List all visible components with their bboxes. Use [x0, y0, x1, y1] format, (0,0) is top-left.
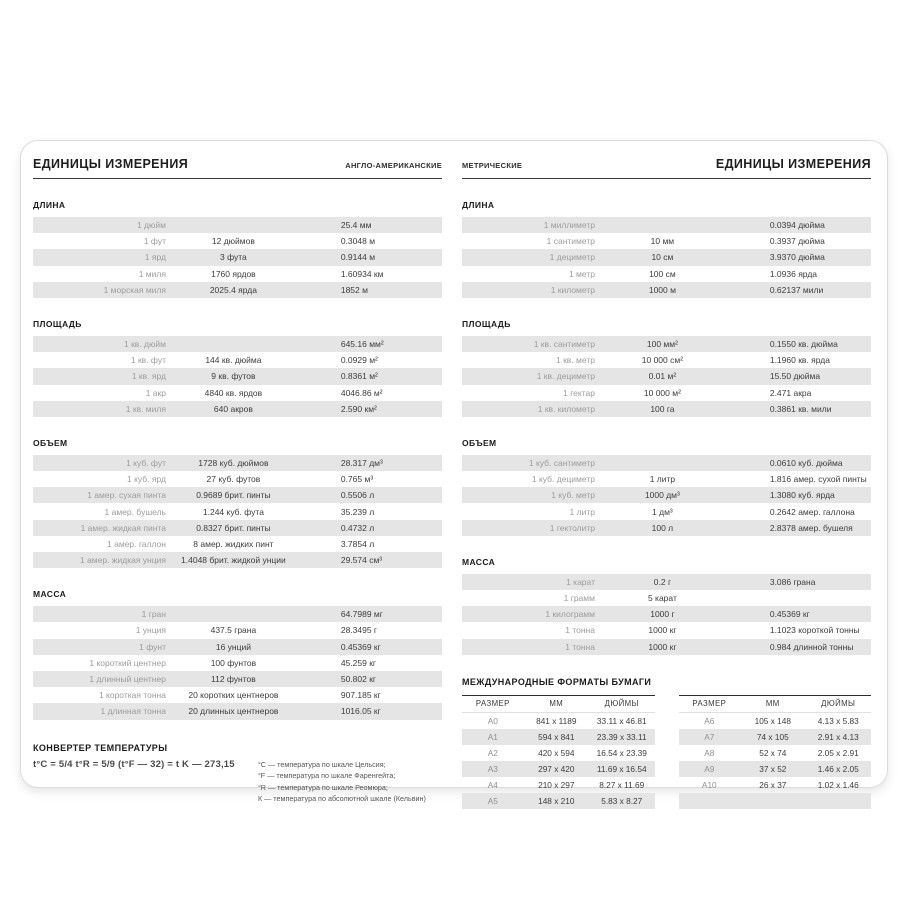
section-title-length-metric: ДЛИНА: [462, 200, 495, 210]
table-cell: 1 литр: [649, 474, 676, 485]
table-row: [462, 487, 871, 503]
table-row: [679, 729, 872, 745]
column-header-mm: ММ: [549, 699, 564, 709]
table-cell: 1 ярд: [144, 252, 166, 263]
paper-rows-a: [462, 713, 655, 809]
table-cell: 1728 куб. дюймов: [198, 457, 269, 468]
table-cell: 100 фунтов: [210, 657, 257, 668]
table-cell: 1 миля: [138, 268, 166, 279]
table-cell: 1852 м: [340, 284, 368, 295]
header-rule: [462, 178, 871, 179]
table-cell: 0.4732 л: [340, 522, 375, 533]
table-cell: 11.69 x 16.54: [596, 763, 647, 774]
mass-table: [33, 606, 442, 719]
table-cell: 3.7854 л: [340, 538, 375, 549]
table-cell: 1 километр: [550, 284, 595, 295]
table-cell: 33.11 x 46.81: [596, 715, 647, 726]
table-row: [33, 455, 442, 471]
table-cell: 0.984 длинной тонны: [769, 641, 854, 652]
table-cell: 4.13 x 5.83: [817, 715, 859, 726]
table-cell: 437.5 грана: [210, 625, 257, 636]
table-cell: 0.3937 дюйма: [769, 236, 825, 247]
table-cell: 0.0610 куб. дюйма: [769, 457, 843, 468]
table-cell: A4: [487, 779, 498, 790]
paper-table-header: [462, 696, 655, 713]
table-cell: 74 x 105: [756, 731, 789, 742]
column-header-inches: ДЮЙМЫ: [821, 699, 856, 709]
table-row: [462, 352, 871, 368]
table-cell: 0.45369 кг: [769, 609, 810, 620]
table-row: [679, 761, 872, 777]
table-cell: 45.259 кг: [340, 657, 377, 668]
table-cell: A2: [487, 747, 498, 758]
table-cell: 1.1960 кв. ярда: [769, 355, 830, 366]
table-row: [33, 487, 442, 503]
table-cell: A0: [487, 715, 498, 726]
column-header-mm: ММ: [765, 699, 780, 709]
table-cell: 1.02 x 1.46: [817, 779, 859, 790]
table-row: [33, 552, 442, 568]
table-cell: 10 000 м²: [643, 387, 681, 398]
table-cell: 1 тонна: [565, 641, 595, 652]
table-row: [462, 574, 871, 590]
table-cell: 4046.86 м²: [340, 387, 383, 398]
table-cell: 1 дециметр: [549, 252, 595, 263]
table-cell: 1 амер. жидкая унция: [79, 555, 166, 566]
table-row: [33, 282, 442, 298]
paper-table-a6-a10: [679, 695, 872, 809]
table-cell: 1 куб. фут: [126, 457, 166, 468]
table-row: [462, 503, 871, 519]
table-cell: 26 x 37: [759, 779, 787, 790]
section-title-volume-metric: ОБЪЕМ: [462, 437, 497, 448]
page-title: ЕДИНИЦЫ ИЗМЕРЕНИЯ: [33, 157, 189, 171]
note-kelvin: К — температура по абсолютной шкале (Кельвин): [257, 794, 426, 804]
table-cell: 1 кв. миля: [125, 403, 166, 414]
table-row: [33, 606, 442, 622]
table-cell: 1 короткий центнер: [89, 657, 166, 668]
note-celsius: °C — температура по шкале Цельсия;: [257, 759, 386, 769]
table-cell: 0.62137 мили: [769, 284, 824, 295]
section-length: [33, 200, 442, 298]
table-cell: 1 гектар: [563, 387, 595, 398]
paper-table-a0-a5: [462, 695, 655, 809]
table-cell: 0.8361 м²: [340, 371, 378, 382]
table-row: [462, 606, 871, 622]
table-cell: 1000 дм³: [644, 490, 680, 501]
table-cell: 12 дюймов: [211, 236, 255, 247]
header-rule: [33, 178, 442, 179]
paper-table-header: [679, 696, 872, 713]
table-cell: 1000 г: [650, 609, 675, 620]
table-cell: 1.816 амер. сухой пинты: [769, 474, 867, 485]
table-row: [33, 520, 442, 536]
table-cell: 1 унция: [135, 625, 166, 636]
section-volume-metric: [462, 438, 871, 536]
table-row: [462, 249, 871, 265]
table-cell: 1.244 куб. фута: [202, 506, 264, 517]
table-cell: 0.9689 брит. пинты: [196, 490, 271, 501]
volume-metric-table: [462, 455, 871, 536]
table-row: [462, 368, 871, 384]
reference-page: [20, 140, 888, 806]
temperature-converter-title: КОНВЕРТЕР ТЕМПЕРАТУРЫ: [33, 742, 168, 753]
section-volume: [33, 438, 442, 568]
note-fahrenheit: °F — температура по шкале Фаренгейта;: [257, 771, 396, 781]
table-cell: 1 сантиметр: [546, 236, 595, 247]
table-cell: 1000 м: [648, 284, 676, 295]
table-cell: 28.3495 г: [340, 625, 378, 636]
table-cell: 1 длинный центнер: [89, 674, 166, 685]
table-cell: 20 коротких центнеров: [188, 690, 279, 701]
table-cell: 1 тонна: [565, 625, 595, 636]
section-length-metric: [462, 200, 871, 298]
table-cell: 1760 ярдов: [211, 268, 256, 279]
table-cell: 4840 кв. ярдов: [204, 387, 263, 398]
table-cell: 1 миллиметр: [543, 220, 595, 231]
section-title-volume: ОБЪЕМ: [33, 437, 68, 448]
area-table: [33, 336, 442, 417]
table-row: [33, 249, 442, 265]
table-cell: 5.83 x 8.27: [601, 795, 643, 806]
table-row: [33, 703, 442, 719]
table-cell: 0.3861 кв. мили: [769, 403, 832, 414]
table-cell: 1 кв. фут: [130, 355, 166, 366]
table-cell: 64.7989 мг: [340, 609, 383, 620]
table-cell: 0.01 м²: [648, 371, 677, 382]
table-cell: 1 кв. километр: [537, 403, 595, 414]
section-title-length: ДЛИНА: [33, 200, 66, 210]
table-cell: 1 амер. жидкая пинта: [80, 522, 166, 533]
table-cell: 1 дюйм: [136, 220, 166, 231]
table-cell: 27 куб. футов: [206, 474, 261, 485]
table-cell: 16.54 x 23.39: [596, 747, 647, 758]
table-cell: 0.2 г: [653, 576, 672, 587]
table-cell: 2.590 км²: [340, 403, 377, 414]
table-cell: 0.8327 брит. пинты: [196, 522, 271, 533]
table-row: [462, 455, 871, 471]
table-cell: 1 килограмм: [545, 609, 595, 620]
table-cell: 16 унций: [215, 641, 251, 652]
table-cell: A8: [704, 747, 715, 758]
table-cell: 1 фунт: [139, 641, 166, 652]
table-cell: 1 куб. сантиметр: [528, 457, 595, 468]
table-row: [33, 368, 442, 384]
table-cell: 645.16 мм²: [340, 339, 384, 350]
note-reaumur: °R — температура по шкале Реомюра;: [257, 782, 388, 792]
table-row: [33, 352, 442, 368]
table-row: [679, 745, 872, 761]
table-cell: 1 дм³: [652, 506, 673, 517]
table-row: [462, 233, 871, 249]
table-cell: 1 куб. дециметр: [531, 474, 595, 485]
table-cell: 297 x 420: [538, 763, 575, 774]
temperature-notes: [258, 759, 442, 805]
table-cell: 20 длинных центнеров: [188, 706, 279, 717]
table-cell: 50.802 кг: [340, 674, 377, 685]
table-cell: 3 фута: [220, 252, 247, 263]
table-row: [33, 687, 442, 703]
table-cell: 1.0936 ярда: [769, 268, 818, 279]
table-cell: 15.50 дюйма: [769, 371, 821, 382]
table-cell: 1 гектолитр: [549, 522, 595, 533]
table-row: [462, 266, 871, 282]
table-cell: 1 кв. ярд: [131, 371, 166, 382]
table-cell: 1 кв. дюйм: [123, 339, 166, 350]
table-cell: 2025.4 ярда: [209, 284, 257, 295]
table-cell: 112 фунтов: [211, 674, 256, 685]
table-cell: 144 кв. дюйма: [205, 355, 262, 366]
table-cell: 148 x 210: [538, 795, 575, 806]
table-row: [462, 793, 655, 809]
table-cell: 100 га: [650, 403, 675, 414]
table-cell: 105 x 148: [754, 715, 792, 726]
table-cell: 1 амер. бушель: [104, 506, 166, 517]
table-cell: 0.0394 дюйма: [769, 220, 825, 231]
table-row: [462, 622, 871, 638]
temperature-formula: t°C = 5/4 t°R = 5/9 (t°F — 32) = t K — 273,15: [33, 758, 235, 770]
table-row: [679, 713, 872, 729]
column-header-inches: ДЮЙМЫ: [604, 699, 639, 709]
table-cell: 1.60934 км: [340, 268, 384, 279]
table-cell: A10: [701, 779, 717, 790]
table-cell: 210 x 297: [538, 779, 575, 790]
section-mass: [33, 589, 442, 719]
table-cell: 594 x 841: [538, 731, 575, 742]
table-row: [462, 401, 871, 417]
table-cell: 5 карат: [647, 593, 677, 604]
table-cell: A5: [487, 795, 498, 806]
table-cell: 1.4048 брит. жидкой унции: [181, 555, 286, 566]
table-row: [33, 401, 442, 417]
table-cell: 8 амер. жидких пинт: [193, 538, 274, 549]
column-header-size: РАЗМЕР: [475, 699, 510, 709]
table-row: [679, 793, 872, 809]
anglo-american-label: АНГЛО-АМЕРИКАНСКИЕ: [345, 161, 442, 170]
table-row: [33, 233, 442, 249]
paper-formats-tables: [462, 695, 871, 809]
table-cell: 100 л: [651, 522, 674, 533]
table-cell: 640 акров: [213, 403, 253, 414]
table-row: [33, 503, 442, 519]
table-cell: 0.9144 м: [340, 252, 376, 263]
table-cell: 100 см: [649, 268, 676, 279]
table-cell: 1 литр: [569, 506, 595, 517]
table-cell: A7: [704, 731, 715, 742]
paper-formats-title: МЕЖДУНАРОДНЫЕ ФОРМАТЫ БУМАГИ: [462, 676, 652, 687]
table-cell: 29.574 см³: [340, 555, 383, 566]
table-cell: A3: [487, 763, 498, 774]
section-area-metric: [462, 319, 871, 417]
table-cell: 1 амер. сухая пинта: [87, 490, 166, 501]
table-cell: 1 фут: [143, 236, 166, 247]
table-row: [462, 385, 871, 401]
table-cell: 1 амер. галлон: [107, 538, 166, 549]
table-cell: 1 акр: [145, 387, 166, 398]
table-cell: 2.8378 амер. бушеля: [769, 522, 853, 533]
section-title-area-metric: ПЛОЩАДЬ: [462, 318, 511, 329]
table-row: [33, 336, 442, 352]
table-cell: A9: [704, 763, 715, 774]
table-cell: 1.3080 куб. ярда: [769, 490, 835, 501]
section-title-mass-metric: МАССА: [462, 556, 496, 567]
right-column: [462, 155, 871, 806]
volume-table: [33, 455, 442, 568]
left-column: [33, 155, 442, 804]
table-row: [462, 777, 655, 793]
table-cell: 1 кв. дециметр: [536, 371, 595, 382]
table-cell: 1.1023 короткой тонны: [769, 625, 860, 636]
table-cell: A1: [487, 731, 498, 742]
table-cell: 2.91 x 4.13: [817, 731, 859, 742]
table-cell: 1 метр: [568, 268, 595, 279]
table-row: [462, 713, 655, 729]
area-metric-table: [462, 336, 871, 417]
section-mass-metric: [462, 557, 871, 655]
left-column-header: [33, 155, 442, 171]
table-cell: 0.765 м³: [340, 474, 374, 485]
table-cell: 3.9370 дюйма: [769, 252, 825, 263]
table-cell: 1000 кг: [648, 625, 677, 636]
table-row: [679, 777, 872, 793]
table-cell: 8.27 x 11.69: [599, 779, 645, 790]
table-row: [33, 639, 442, 655]
temperature-converter: [33, 743, 442, 805]
table-cell: 35.239 л: [340, 506, 375, 517]
table-cell: 1 кв. метр: [556, 355, 595, 366]
table-row: [462, 761, 655, 777]
table-cell: 10 000 см²: [641, 355, 684, 366]
table-cell: 10 мм: [650, 236, 675, 247]
table-row: [462, 639, 871, 655]
table-cell: 1 длинная тонна: [100, 706, 166, 717]
table-cell: 2.05 x 2.91: [817, 747, 859, 758]
table-row: [33, 266, 442, 282]
temperature-converter-body: [33, 759, 442, 805]
table-cell: 100 мм²: [646, 339, 678, 350]
table-cell: 28.317 дм³: [340, 457, 383, 468]
table-row: [462, 217, 871, 233]
table-cell: 52 x 74: [759, 747, 787, 758]
table-cell: 1 карат: [566, 576, 595, 587]
right-column-header: [462, 155, 871, 171]
section-area: [33, 319, 442, 417]
table-cell: 0.1550 кв. дюйма: [769, 339, 838, 350]
table-cell: 2.471 акра: [769, 387, 812, 398]
table-cell: 1 куб. метр: [551, 490, 595, 501]
table-cell: 9 кв. футов: [211, 371, 256, 382]
table-row: [33, 385, 442, 401]
paper-formats-section: [462, 677, 871, 809]
table-row: [462, 471, 871, 487]
paper-rows-b: [679, 713, 872, 809]
table-cell: 420 x 594: [538, 747, 575, 758]
column-header-size: РАЗМЕР: [692, 699, 727, 709]
table-row: [33, 536, 442, 552]
table-cell: A6: [704, 715, 715, 726]
table-row: [462, 282, 871, 298]
table-cell: 0.3048 м: [340, 236, 376, 247]
page-title-right: ЕДИНИЦЫ ИЗМЕРЕНИЯ: [715, 157, 871, 171]
section-title-mass: МАССА: [33, 589, 67, 600]
table-cell: 1016.05 кг: [340, 706, 381, 717]
table-row: [33, 622, 442, 638]
mass-metric-table: [462, 574, 871, 655]
metric-label: МЕТРИЧЕСКИЕ: [462, 161, 523, 170]
table-row: [462, 336, 871, 352]
length-table: [33, 217, 442, 298]
table-row: [462, 745, 655, 761]
table-row: [462, 729, 655, 745]
table-row: [462, 520, 871, 536]
table-cell: 907.185 кг: [340, 690, 381, 701]
table-cell: 0.2642 амер. галлона: [769, 506, 855, 517]
table-cell: 1 морская миля: [103, 284, 166, 295]
table-cell: 0.45369 кг: [340, 641, 381, 652]
section-title-area: ПЛОЩАДЬ: [33, 318, 82, 329]
table-cell: 0.0929 м²: [340, 355, 378, 366]
table-cell: 1 куб. ярд: [127, 474, 166, 485]
table-cell: 1.46 x 2.05: [817, 763, 859, 774]
table-cell: 10 см: [651, 252, 674, 263]
table-row: [33, 217, 442, 233]
table-cell: 1000 кг: [648, 641, 677, 652]
table-row: [33, 471, 442, 487]
table-row: [33, 655, 442, 671]
table-cell: 1 гран: [141, 609, 166, 620]
table-cell: 25.4 мм: [340, 220, 372, 231]
table-cell: 841 x 1189: [536, 715, 577, 726]
table-cell: 1 грамм: [563, 593, 595, 604]
table-row: [462, 590, 871, 606]
table-cell: 37 x 52: [759, 763, 787, 774]
table-cell: 23.39 x 33.11: [596, 731, 647, 742]
table-cell: 1 кв. сантиметр: [533, 339, 595, 350]
table-cell: 0.5506 л: [340, 490, 375, 501]
length-metric-table: [462, 217, 871, 298]
table-row: [33, 671, 442, 687]
table-cell: 1 короткая тонна: [98, 690, 166, 701]
table-cell: 3.086 грана: [769, 576, 816, 587]
